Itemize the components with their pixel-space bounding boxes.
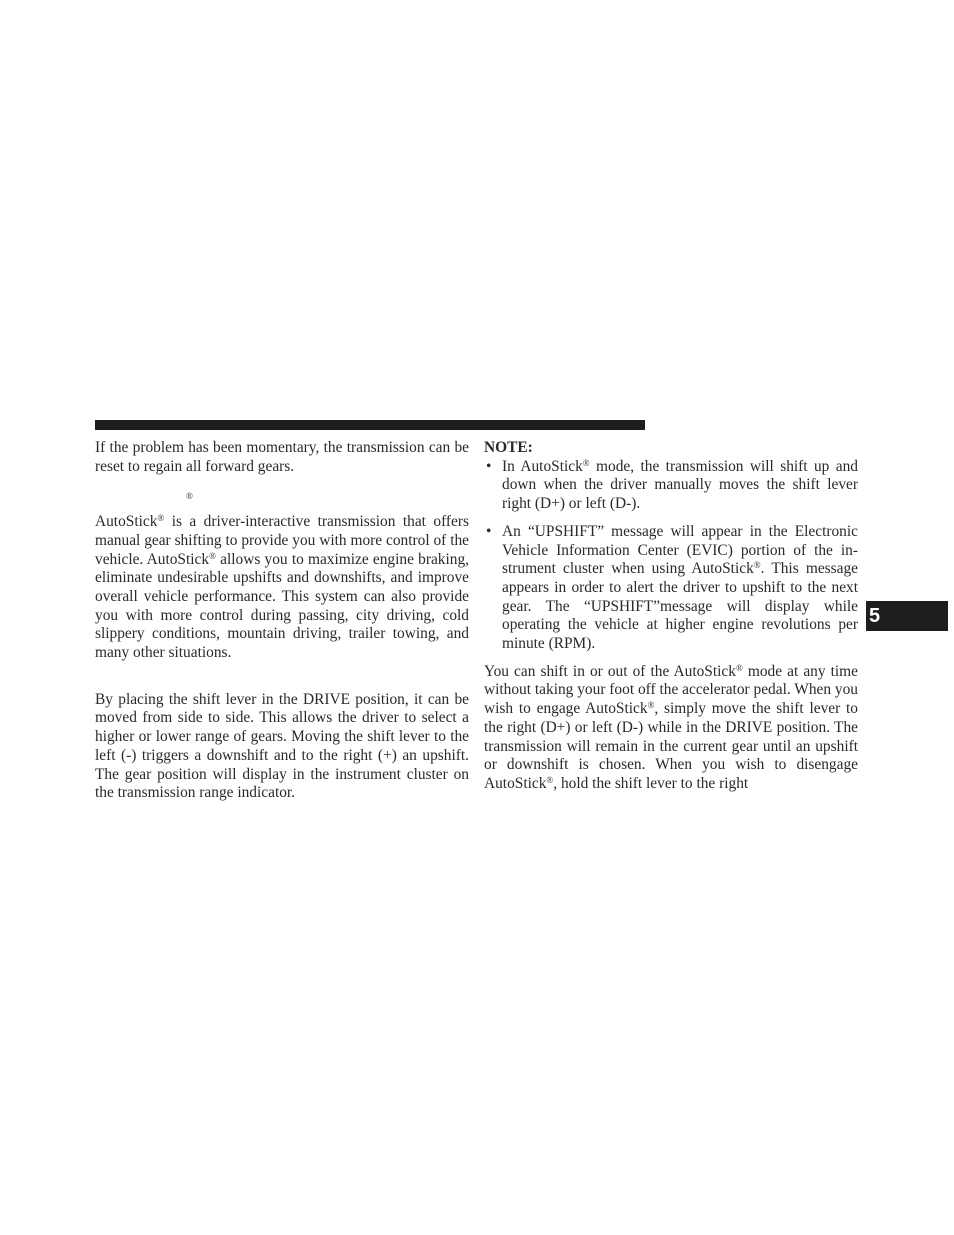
- note-bullet-item: [484, 458, 858, 514]
- heading-registered-mark: ®: [186, 491, 193, 502]
- operation-heading-space: [95, 663, 469, 691]
- paragraph-shift-lever-operation: By placing the shift lever in the DRIVE position, it can be moved from side to side. This allows the driver to select a higher or lower range of gears. Moving the shift lever to the left (-) triggers a downshift and to the right (+) an upshift. The gear position will display in the instrument cluster on the transmission range indicator.: [95, 690, 469, 802]
- text-span: , hold the shift lever to the right: [553, 774, 749, 792]
- text-span: mode at any time without taking your foot off the accelerator pedal. When you wish to engage AutoStick: [484, 662, 858, 718]
- autostick-heading: [95, 492, 469, 511]
- left-column: [95, 439, 469, 803]
- text-span: is a driver-interactive transmission that offers manual gear shifting to provide you with more control of the vehicle. AutoStick: [95, 513, 469, 568]
- text-span: You can shift in or out of the AutoStick: [484, 662, 736, 680]
- registered-mark: ®: [157, 513, 165, 524]
- paragraph-momentary-problem: If the problem has been momentary, the transmission can be reset to regain all forward gears.: [95, 439, 469, 475]
- paragraph-engage-autostick: [484, 663, 858, 794]
- registered-mark: ®: [753, 560, 761, 571]
- text-span: . This message appears in order to alert the driver to upshift to the next gear. The “UPSHIFT”message will display while operating the vehicle at higher engine revolutions per minute (RPM).: [502, 560, 858, 653]
- text-span: , simply move the shift lever to the right (D+) or left (D-) while in the DRIVE position. The transmission will remain in the current gear until an upshift or downshift is chosen. When you wish to disengage AutoStick: [484, 700, 858, 792]
- text-span: AutoStick: [95, 513, 158, 531]
- registered-mark: ®: [546, 774, 554, 785]
- registered-mark: ®: [209, 550, 216, 561]
- text-span: In AutoStick: [502, 457, 583, 475]
- section-header-rule: [95, 420, 645, 430]
- registered-mark: ®: [647, 700, 655, 711]
- section-tab-number: 5: [869, 605, 881, 627]
- text-span: mode, the transmission will shift up and down when the driver manually moves the shift lever right (D+) or left (D-).: [502, 457, 858, 513]
- bullet-icon: •: [486, 522, 492, 540]
- registered-mark: ®: [582, 457, 590, 468]
- text-span: allows you to maximize engine braking, eliminate undesirable upshifts and downshifts, and improve overall vehicle performance. This system can also provide you with more control during passing, city driving, cold slippery conditions, mountain driving, trailer towing, and many other situations.: [95, 550, 469, 662]
- registered-mark: ®: [735, 662, 743, 673]
- bullet-icon: •: [486, 457, 492, 475]
- section-tab: [866, 601, 948, 631]
- text-span: An “UPSHIFT” message will appear in the Electronic Vehicle Information Center (EVIC) portion of the instrument cluster when using AutoStick: [502, 522, 858, 578]
- note-bullet-list: [484, 458, 858, 654]
- right-column: [484, 439, 858, 794]
- note-bullet-item: [484, 523, 858, 654]
- note-label: NOTE:: [484, 439, 533, 456]
- paragraph-autostick-intro: [95, 513, 469, 663]
